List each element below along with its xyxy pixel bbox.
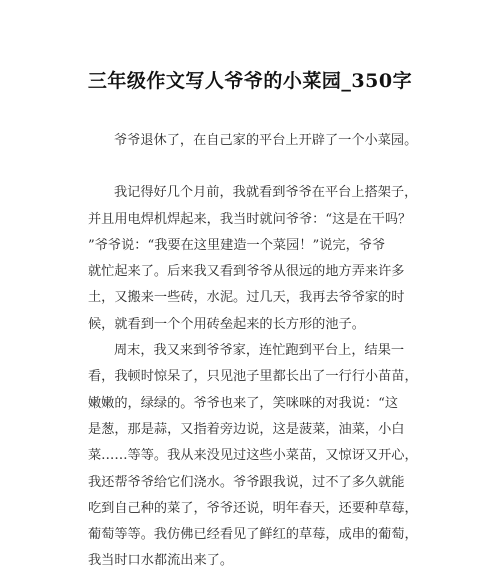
paragraph-3-line-4: 是葱，那是蒜，又指着旁边说，这是菠菜，油菜，小白: [88, 422, 405, 437]
paragraph-2-line-5: 土，又搬来一些砖，水泥。过几天，我再去爷爷家的时: [88, 290, 405, 305]
paragraph-3-line-2: 看，我顿时惊呆了，只见池子里都长出了一行行小苗苗，: [88, 369, 418, 384]
paragraph-2-line-3: ”爷爷说：“我要在这里建造一个菜园！”说完，爷爷: [88, 238, 386, 253]
paragraph-1-line-1: 爷爷退休了，在自己家的平台上开辟了一个小菜园。: [114, 133, 418, 148]
paragraph-2-line-1: 我记得好几个月前，我就看到爷爷在平台上搭架子，: [114, 185, 418, 200]
paragraph-2-line-4: 就忙起来了。后来我又看到爷爷从很远的地方弄来许多: [88, 264, 405, 279]
paragraph-3-line-1: 周末，我又来到爷爷家，连忙跑到平台上，结果一: [114, 343, 405, 358]
paragraph-3-line-9: 我当时口水都流出来了。: [88, 553, 234, 568]
paragraph-3-line-7: 吃到自己种的菜了，爷爷还说，明年春天，还要种草莓，: [88, 501, 418, 516]
paragraph-3-line-5: 菜……等等。我从来没见过这些小菜苗，又惊讶又开心，: [88, 448, 418, 463]
paragraph-2-line-6: 候，就看到一个个用砖垒起来的长方形的池子。: [88, 317, 365, 332]
paragraph-3-line-6: 我还帮爷爷给它们浇水。爷爷跟我说，过不了多久就能: [88, 475, 405, 490]
paragraph-2-line-2: 并且用电焊机焊起来，我当时就问爷爷：“这是在干吗？: [88, 212, 412, 227]
document-title: 三年级作文写人爷爷的小菜园_350字: [87, 70, 413, 92]
paragraph-3-line-3: 嫩嫩的，绿绿的。爷爷也来了，笑咪咪的对我说：“这: [88, 396, 399, 411]
paragraph-3-line-8: 葡萄等等。我仿佛已经看见了鲜红的草莓，成串的葡萄，: [88, 527, 418, 542]
